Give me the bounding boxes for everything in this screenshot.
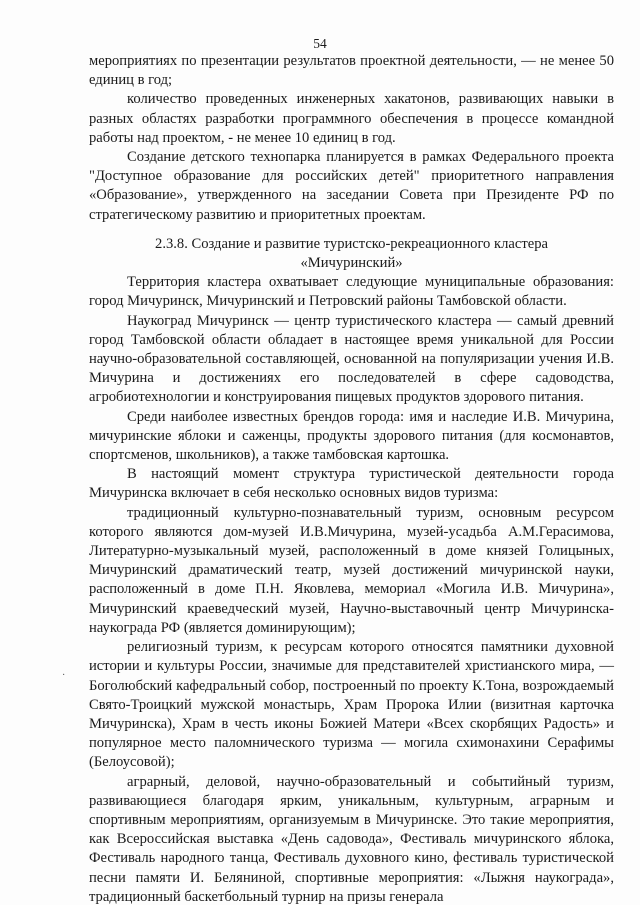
paragraph-religious-tourism: религиозный туризм, к ресурсам которого относятся памятники духовной истории и культуры России, значимые для представителей христианского мира, — Боголюбский кафедральный собор, построенный по проекту К.Тона, возрождаемый Свято-Троицкий мужской монастырь, Храм Пророка Илии (визитная карточка Мичуринска), Храм в честь иконы Божией Матери «Всех скорбящих Радость» и популярное место паломнического туризма — могила схимонахини Серафимы (Белоусовой); (89, 639, 614, 771)
paragraph-technopark: Создание детского технопарка планируется в рамках Федерального проекта "Доступное образование для российских детей" приоритетного направления «Образование», утвержденного на заседании Совета при Президенте РФ по стратегическому развитию и приоритетных проектам. (89, 149, 614, 223)
section-heading (89, 235, 614, 273)
paragraph-territory: Территория кластера охватывает следующие муниципальные образования: город Мичуринск, Мичуринский и Петровский районы Тамбовской области. (89, 274, 614, 310)
page-number: 54 (313, 36, 327, 51)
margin-mark: · (62, 670, 66, 681)
section-heading-line1: 2.3.8. Создание и развитие туристско-рекреационного кластера (155, 235, 548, 252)
paragraph-continuation: мероприятиях по презентации результатов проектной деятельности, — не менее 50 единиц в год; (89, 53, 614, 89)
paragraph-hackathons: количество проведенных инженерных хакатонов, развивающих навыки в разных областях разработки программного обеспечения в процессе командной работы над проектом, - не менее 10 единиц в год. (89, 91, 614, 146)
section-heading-line2: «Мичуринский» (300, 255, 403, 272)
paragraph-cultural-tourism: традиционный культурно-познавательный туризм, основным ресурсом которого являются дом-музей И.В.Мичурина, музей-усадьба А.М.Герасимова, Литературно-музыкальный музей, расположенный в доме князей Голицыных, Мичуринский драматический театр, музей достижений мичуринской науки, расположенный в доме П.Н. Яковлева, мемориал «Могила И.В. Мичурина», Мичуринский краеведческий музей, Научно-выставочный центр Мичуринска-наукограда РФ (является доминирующим); (89, 504, 614, 636)
document-body (89, 52, 614, 907)
paragraph-brands: Среди наиболее известных брендов города: имя и наследие И.В. Мичурина, мичуринские яблоки и саженцы, продукты здорового питания (для космонавтов, спортсменов, школьников), а также тамбовская картошка. (89, 408, 614, 464)
paragraph-naukograd: Наукоград Мичуринск — центр туристического кластера — самый древний город Тамбовской области обладает в настоящее время уникальной для России научно-образовательной составляющей, основанной на популяризации учения И.В. Мичурина и достижениях его последователей в сфере садоводства, агробиотехнологии и конструирования пищевых продуктов здорового питания. (89, 312, 614, 406)
paragraph-agrarian-tourism: аграрный, деловой, научно-образовательный и событийный туризм, развивающиеся благодаря ярким, уникальным, культурным, аграрным и спортивным мероприятиям, организуемым в Мичуринске. Это такие мероприятия, как Всероссийская выставка «День садовода», Фестиваль мичуринского яблока, Фестиваль народного танца, Фестиваль духовного кино, фестиваль туристической песни памяти И. Беляниной, спортивные мероприятия: «Лыжня наукограда», традиционный баскетбольный турнир на призы генерала (89, 773, 614, 905)
paragraph-tourism-structure: В настоящий момент структура туристической деятельности города Мичуринска включает в себя несколько основных видов туризма: (89, 466, 614, 502)
